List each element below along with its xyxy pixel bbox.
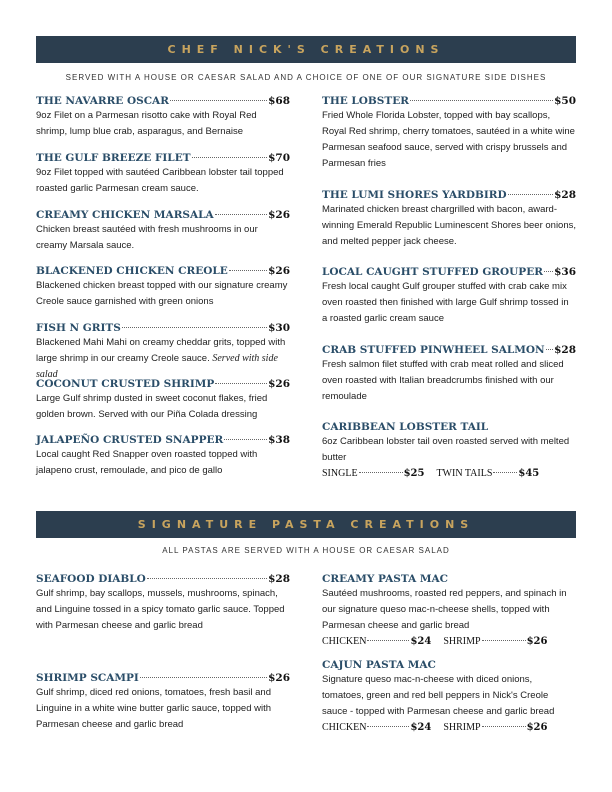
section-banner-signature-pasta xyxy=(36,511,576,538)
item-name: COCONUT CRUSTED SHRIMP xyxy=(36,378,215,390)
item-price: $28 xyxy=(268,573,290,585)
item-price: $28 xyxy=(554,189,576,201)
item-price: $50 xyxy=(554,95,576,107)
item-description: Fresh salmon filet stuffed with crab meat rolled and sliced oven roasted with Italian breadcrumbs finished with our remoulade xyxy=(322,359,564,402)
leader-dots xyxy=(544,271,553,272)
section-title: CHEF NICK'S CREATIONS xyxy=(167,43,445,56)
item-name: JALAPEÑO CRUSTED SNAPPER xyxy=(36,434,224,446)
leader-dots xyxy=(546,349,553,350)
option-price: $24 xyxy=(410,722,432,733)
option-twin-tails xyxy=(436,467,539,481)
price-options xyxy=(322,721,576,735)
item-description: Fresh local caught Gulf grouper stuffed with crab cake mix oven roasted then finished with large Gulf shrimp tossed in a roasted garlic cream sauce xyxy=(322,281,569,324)
item-name: FISH N GRITS xyxy=(36,322,121,334)
price-options xyxy=(322,467,576,481)
option-price: $26 xyxy=(526,722,548,733)
item-name: CAJUN PASTA MAC xyxy=(322,659,436,671)
item-description: Sautéed mushrooms, roasted red peppers, and spinach in our signature queso mac-n-cheese shells, topped with Parmesan cheese and garlic bread xyxy=(322,588,567,631)
item-name: BLACKENED CHICKEN CREOLE xyxy=(36,265,228,277)
menu-item-cajun-pasta-mac xyxy=(322,659,576,735)
leader-dots xyxy=(482,640,526,641)
price-options xyxy=(322,635,576,649)
option-label: SHRIMP xyxy=(443,722,481,733)
item-description-text: Blackened Mahi Mahi on creamy cheddar grits, topped with large shrimp in our creamy Creole sauce. xyxy=(36,337,286,364)
leader-dots xyxy=(215,214,267,215)
section-subtitle: SERVED WITH A HOUSE OR CAESAR SALAD AND A CHOICE OF ONE OF OUR SIGNATURE SIDE DISHES xyxy=(65,73,547,82)
option-price: $26 xyxy=(526,636,548,647)
leader-dots xyxy=(410,100,553,101)
item-name: CREAMY PASTA MAC xyxy=(322,573,449,585)
leader-dots xyxy=(229,270,267,271)
item-description: Gulf shrimp, bay scallops, mussels, mushrooms, spinach, and Linguine tossed in a spicy tomato garlic sauce. Topped with Parmesan cheese and garlic bread xyxy=(36,588,285,631)
option-price: $25 xyxy=(403,468,425,479)
option-label: SINGLE xyxy=(322,468,358,479)
item-price: $30 xyxy=(268,322,290,334)
item-price: $26 xyxy=(268,672,290,684)
leader-dots xyxy=(359,472,403,473)
option-label: CHICKEN xyxy=(322,722,367,733)
option-price: $45 xyxy=(518,468,540,479)
item-description: 9oz Filet topped with sautéed Caribbean lobster tail topped roasted garlic Parmesan cream sauce. xyxy=(36,167,284,194)
menu-item-creamy-pasta-mac xyxy=(322,573,576,649)
item-note: Served with side salad xyxy=(36,353,278,380)
leader-dots xyxy=(122,327,267,328)
leader-dots xyxy=(482,726,526,727)
item-price: $38 xyxy=(268,434,290,446)
menu-item-the-lobster xyxy=(322,95,576,172)
item-description: Fried Whole Florida Lobster, topped with bay scallops, Royal Red shrimp, cherry tomatoes, sautéed in a white wine Parmesan seafood sauce, served with crispy brussels and Parmesan fries xyxy=(322,110,575,169)
leader-dots xyxy=(140,677,267,678)
item-name: SEAFOOD DIABLO xyxy=(36,573,146,585)
item-price: $26 xyxy=(268,209,290,221)
item-name: CRAB STUFFED PINWHEEL SALMON xyxy=(322,344,545,356)
option-chicken xyxy=(322,721,431,735)
leader-dots xyxy=(493,472,517,473)
section-title: SIGNATURE PASTA CREATIONS xyxy=(137,518,475,531)
option-label: TWIN TAILS xyxy=(436,468,493,479)
item-description: Chicken breast sautéed with fresh mushrooms in our creamy Marsala sauce. xyxy=(36,224,258,251)
item-description: Blackened chicken breast topped with our signature creamy Creole sauce garnished with green onions xyxy=(36,280,288,307)
option-price: $24 xyxy=(410,636,432,647)
leader-dots xyxy=(215,383,267,384)
item-description: Local caught Red Snapper oven roasted topped with jalapeno crust, remoulade, and pico de gallo xyxy=(36,449,258,476)
item-name: THE LUMI SHORES YARDBIRD xyxy=(322,189,507,201)
item-price: $26 xyxy=(268,378,290,390)
menu-item-fish-n-grits xyxy=(36,322,290,383)
item-description: 6oz Caribbean lobster tail oven roasted served with melted butter xyxy=(322,436,570,463)
item-name: LOCAL CAUGHT STUFFED GROUPER xyxy=(322,266,543,278)
item-name: THE NAVARRE OSCAR xyxy=(36,95,169,107)
item-price: $70 xyxy=(268,152,290,164)
item-price: $28 xyxy=(554,344,576,356)
leader-dots xyxy=(224,439,267,440)
menu-item-caribbean-lobster-tail xyxy=(322,421,576,481)
menu-item-seafood-diablo xyxy=(36,573,290,634)
item-name: THE LOBSTER xyxy=(322,95,409,107)
option-chicken xyxy=(322,635,431,649)
menu-item-crab-stuffed-pinwheel-salmon xyxy=(322,344,576,405)
option-label: CHICKEN xyxy=(322,636,367,647)
menu-item-jalapeno-crusted-snapper xyxy=(36,434,290,479)
leader-dots xyxy=(170,100,267,101)
item-name: THE GULF BREEZE FILET xyxy=(36,152,191,164)
menu-item-stuffed-grouper xyxy=(322,266,576,327)
leader-dots xyxy=(367,640,409,641)
leader-dots xyxy=(147,578,267,579)
leader-dots xyxy=(508,194,553,195)
section-subtitle: ALL PASTAS ARE SERVED WITH A HOUSE OR CAESAR SALAD xyxy=(162,546,450,555)
item-description: Large Gulf shrimp dusted in sweet coconut flakes, fried golden brown. Served with our Piña Colada dressing xyxy=(36,393,268,420)
item-description xyxy=(36,335,290,383)
item-description: 9oz Filet on a Parmesan risotto cake with Royal Red shrimp, lump blue crab, asparagus, and Bernaise xyxy=(36,110,257,137)
item-name: CREAMY CHICKEN MARSALA xyxy=(36,209,214,221)
section-banner-chef-nicks-creations xyxy=(36,36,576,63)
item-price: $36 xyxy=(554,266,576,278)
item-name: SHRIMP SCAMPI xyxy=(36,672,139,684)
option-label: SHRIMP xyxy=(443,636,481,647)
item-description: Marinated chicken breast chargrilled with bacon, award-winning Emerald Republic Luminescent Shores beer onions, and melted pepper jack cheese. xyxy=(322,204,577,247)
menu-item-coconut-crusted-shrimp xyxy=(36,378,290,423)
menu-item-blackened-chicken-creole xyxy=(36,265,290,310)
item-price: $26 xyxy=(268,265,290,277)
option-shrimp xyxy=(443,721,547,735)
menu-item-gulf-breeze-filet xyxy=(36,152,290,197)
option-single xyxy=(322,467,424,481)
item-price: $68 xyxy=(268,95,290,107)
leader-dots xyxy=(367,726,409,727)
option-shrimp xyxy=(443,635,547,649)
menu-item-shrimp-scampi xyxy=(36,672,290,733)
item-name: CARIBBEAN LOBSTER TAIL xyxy=(322,421,489,433)
item-description: Signature queso mac-n-cheese with diced onions, tomatoes, green and red bell peppers in Nick's Creole sauce - topped with Parmesan cheese and garlic bread xyxy=(322,674,555,717)
leader-dots xyxy=(192,157,268,158)
item-description: Gulf shrimp, diced red onions, tomatoes, fresh basil and Linguine in a white wine butter garlic sauce, topped with Parmesan cheese and garlic bread xyxy=(36,687,272,730)
menu-item-lumi-shores-yardbird xyxy=(322,189,576,250)
menu-item-creamy-chicken-marsala xyxy=(36,209,290,254)
menu-item-navarre-oscar xyxy=(36,95,290,140)
